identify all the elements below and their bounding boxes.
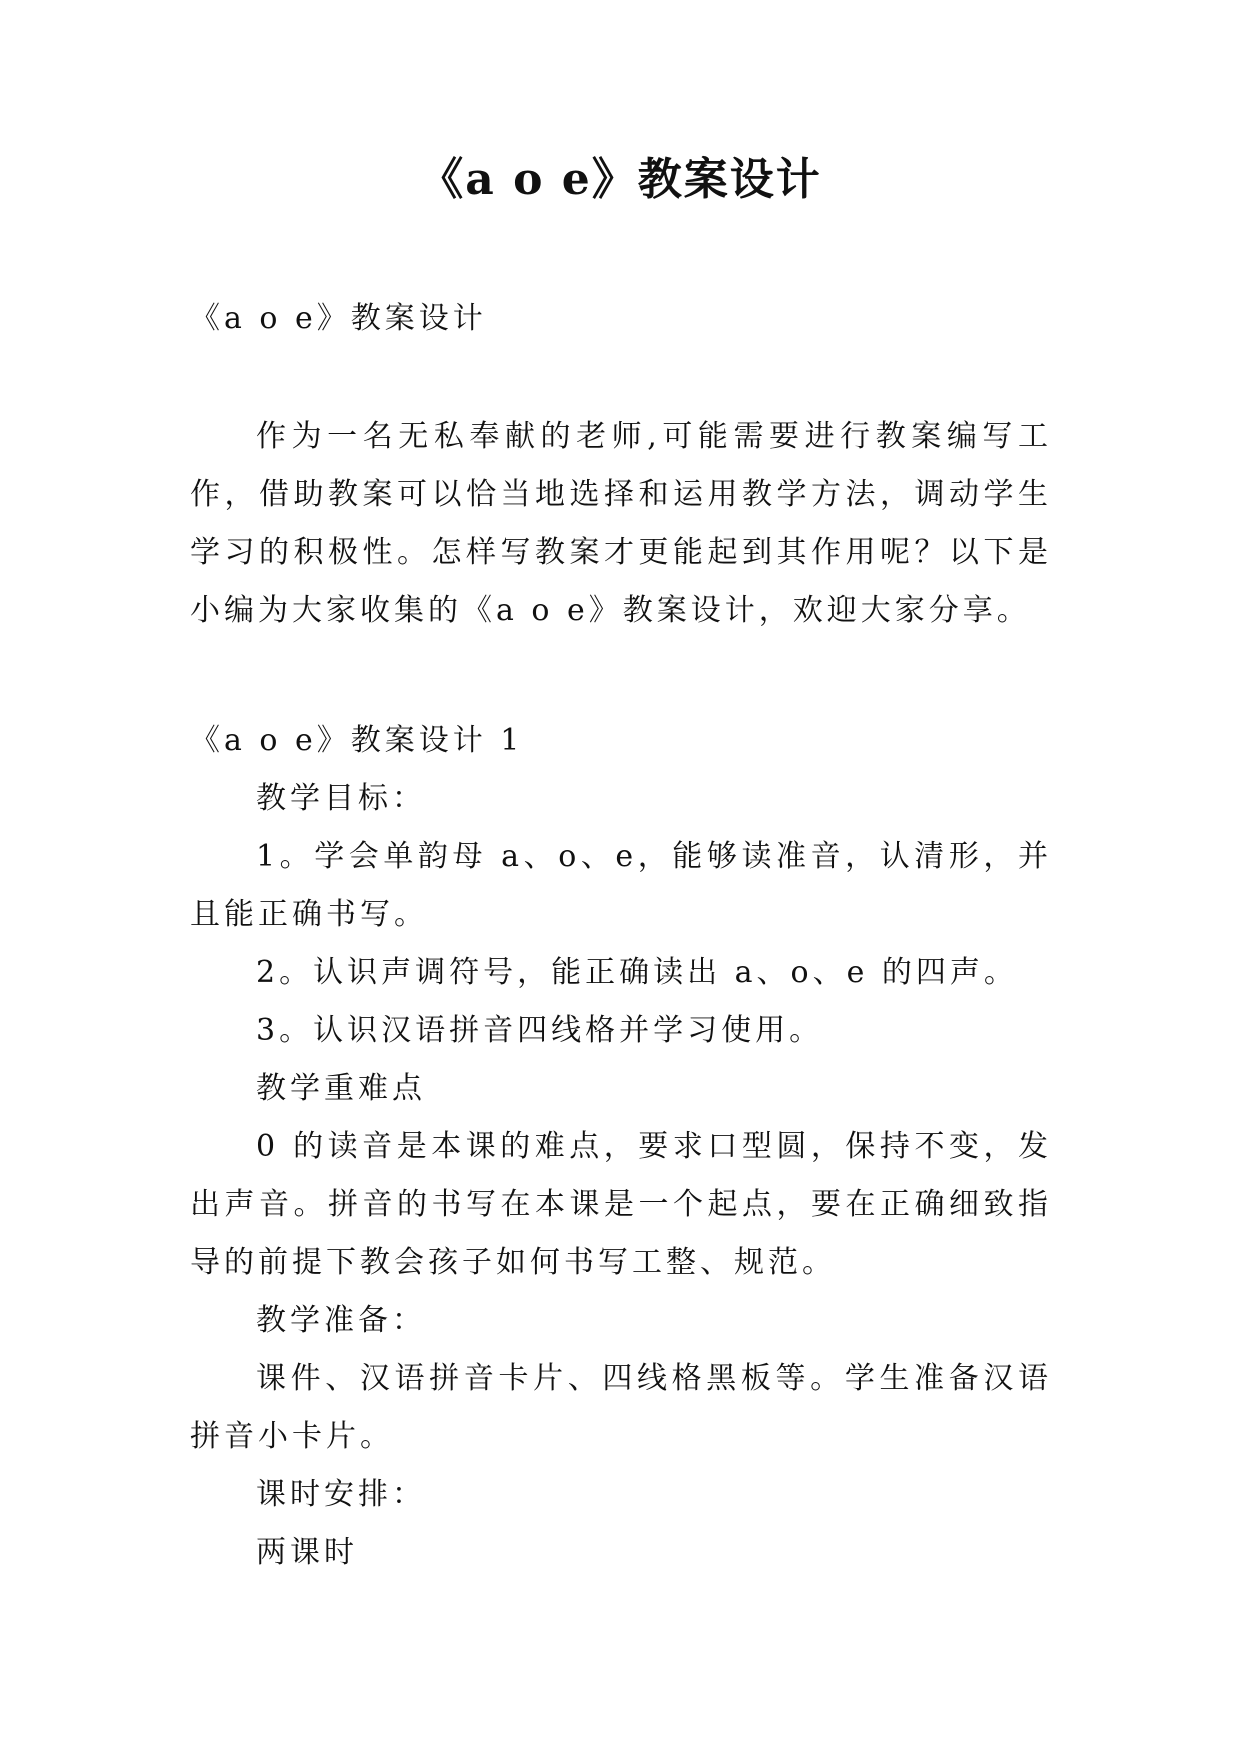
schedule-heading: 课时安排： [256, 1477, 426, 1512]
objective-3: 3。认识汉语拼音四线格并学习使用。 [256, 1013, 824, 1048]
document-body [190, 290, 1052, 1582]
schedule-text: 两课时 [256, 1535, 358, 1570]
preparation-heading: 教学准备： [256, 1303, 426, 1338]
document-subtitle: 《a o e》教案设计 [190, 301, 487, 336]
objective-2: 2。认识声调符号，能正确读出 a、o、e 的四声。 [256, 955, 1018, 990]
difficulty-heading: 教学重难点 [256, 1071, 426, 1106]
intro-paragraph: 作为一名无私奉献的老师,可能需要进行教案编写工作，借助教案可以恰当地选择和运用教学方法，调动学生学习的积极性。怎样写教案才更能起到其作用呢？以下是小编为大家收集的《a o e》教案设计，欢迎大家分享。 [190, 419, 1052, 628]
difficulty-paragraph: 0 的读音是本课的难点，要求口型圆，保持不变，发出声音。拼音的书写在本课是一个起点，要在正确细致指导的前提下教会孩子如何书写工整、规范。 [190, 1129, 1052, 1280]
objectives-heading: 教学目标： [256, 781, 426, 816]
section-title: 《a o e》教案设计 1 [190, 723, 524, 758]
document-title: 《a o e》教案设计 [419, 154, 822, 205]
objective-1: 1。学会单韵母 a、o、e，能够读准音，认清形，并且能正确书写。 [190, 839, 1052, 932]
preparation-paragraph: 课件、汉语拼音卡片、四线格黑板等。学生准备汉语拼音小卡片。 [190, 1361, 1052, 1454]
